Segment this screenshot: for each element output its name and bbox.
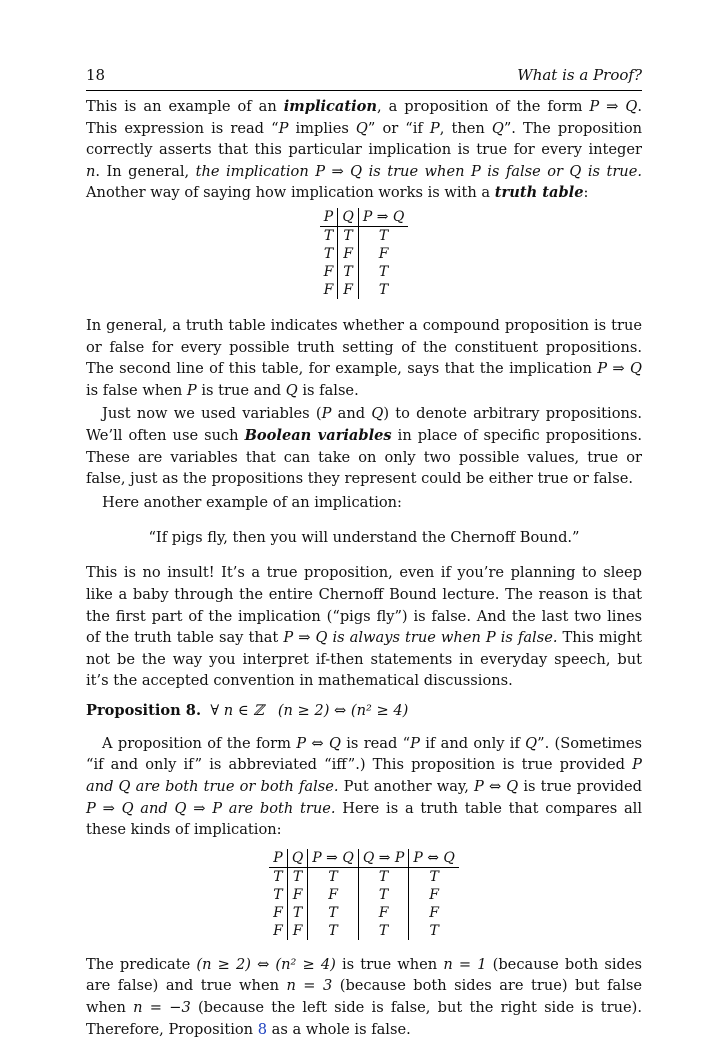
table-cell: F <box>269 904 287 922</box>
proposition-8 <box>86 700 642 721</box>
table-header-cell: P <box>269 849 287 868</box>
paragraph-no-insult: This is no insult! It’s a true proposition, even if you’re planning to sleep like a baby through the entire Chernoff Bound lecture. The reason is that the first part of the implication (“pigs fly”) is false. And the last two lines of the truth table say that P ⇒ Q is always true when P is false. This might not be the way you interpret if-then statements in everyday speech, but it’s the accepted convention in mathematical discussions. <box>86 564 642 690</box>
table-header-row <box>269 849 459 868</box>
table-row <box>320 226 409 245</box>
table-cell: F <box>308 886 359 904</box>
table-header-cell: P ⇔ Q <box>409 849 459 868</box>
truth-table-implication <box>320 208 409 299</box>
paragraph-boolean-variables: Just now we used variables (P and Q) to denote arbitrary propositions. We’ll often use such Boolean variables in place of specific propositions. These are variables that can take on only two possible values, true or false, just as the propositions they represent could be either true or false. <box>86 405 643 488</box>
table-cell: T <box>429 868 439 885</box>
table-header-cell: Q <box>287 849 307 868</box>
table-cell: T <box>378 227 389 244</box>
paragraph-predicate: The predicate (n ≥ 2) ⇔ (n² ≥ 4) is true when n = 1 (because both sides are false) and true when n = 3 (because both sides are true) but false when n = −3 (because the left side is false, but the right side is true). Therefore, Proposition 8 as a whole is false. <box>86 955 643 1038</box>
table-cell: T <box>287 867 307 886</box>
page-body <box>86 96 642 1040</box>
table-cell: F <box>429 886 439 903</box>
table-header-cell: P ⇒ Q <box>308 849 359 868</box>
table-cell: F <box>429 904 439 921</box>
proposition-label: Proposition 8. <box>86 701 202 719</box>
table-row <box>269 886 459 904</box>
table-cell: T <box>338 263 358 281</box>
paragraph-implication: This is an example of an implication, a proposition of the form P ⇒ Q. This expression is read “P implies Q” or “if P, then Q”. The proposition correctly asserts that this particular implication is true for every integer n. In general, the implication P ⇒ Q is true when P is false or Q is true. Another way of saying how implication works is with a truth table: <box>86 98 643 202</box>
table-cell: F <box>358 904 409 922</box>
spacer <box>86 307 642 315</box>
page-number: 18 <box>86 66 106 84</box>
header-rule <box>86 90 642 91</box>
table-cell: F <box>287 922 307 940</box>
spacer <box>86 721 642 733</box>
table-cell: F <box>269 922 287 940</box>
table-cell: T <box>358 867 409 886</box>
table-row <box>320 245 409 263</box>
table-cell: T <box>308 904 359 922</box>
table-cell: F <box>320 263 338 281</box>
table-cell: T <box>320 226 338 245</box>
table-header-cell: Q <box>338 208 358 227</box>
table-cell: T <box>287 904 307 922</box>
table-cell: T <box>378 263 389 280</box>
table-row <box>320 263 409 281</box>
table-header-cell: P <box>320 208 338 227</box>
table-row <box>269 867 459 886</box>
table-cell: F <box>338 245 358 263</box>
table-row <box>269 904 459 922</box>
table-row <box>269 922 459 940</box>
table-cell: T <box>308 922 359 940</box>
table-cell: F <box>287 886 307 904</box>
table-cell: T <box>378 281 389 298</box>
table-cell: T <box>320 245 338 263</box>
paragraph-another-example: Here another example of an implication: <box>102 493 402 511</box>
proposition-statement: ∀ n ∈ ℤ (n ≥ 2) ⇔ (n² ≥ 4) <box>210 701 409 719</box>
example-quote: “If pigs fly, then you will understand the Chernoff Bound.” <box>148 529 580 547</box>
table-cell: T <box>358 886 409 904</box>
table-cell: T <box>269 867 287 886</box>
table-cell: T <box>269 886 287 904</box>
running-title: What is a Proof? <box>517 66 642 84</box>
table-cell: T <box>308 867 359 886</box>
table-header-cell: P ⇒ Q <box>358 208 408 227</box>
proposition-reference-link[interactable]: 8 <box>257 1020 267 1038</box>
table-cell: F <box>338 281 358 299</box>
paragraph-iff: A proposition of the form P ⇔ Q is read “P if and only if Q”. (Sometimes “if and only if” is abbreviated “iff”.) This proposition is true provided P and Q are both true or both false. Put another way, P ⇔ Q is true provided P ⇒ Q and Q ⇒ P are both true. Here is a truth table that compares all these kinds of implication: <box>86 734 642 839</box>
table-header-row <box>320 208 409 227</box>
table-cell: F <box>378 245 389 262</box>
paragraph-truth-table: In general, a truth table indicates whether a compound proposition is true or false for every possible truth setting of the constituent propositions. The second line of this table, for example, says that the implication P ⇒ Q is false when P is true and Q is false. <box>86 316 642 399</box>
table-row <box>320 281 409 299</box>
table-cell: T <box>429 922 439 939</box>
table-cell: T <box>338 226 358 245</box>
table-header-cell: Q ⇒ P <box>358 849 409 868</box>
truth-table-comparison <box>269 849 459 940</box>
page-header <box>86 66 642 88</box>
table-cell: F <box>320 281 338 299</box>
table-cell: T <box>358 922 409 940</box>
